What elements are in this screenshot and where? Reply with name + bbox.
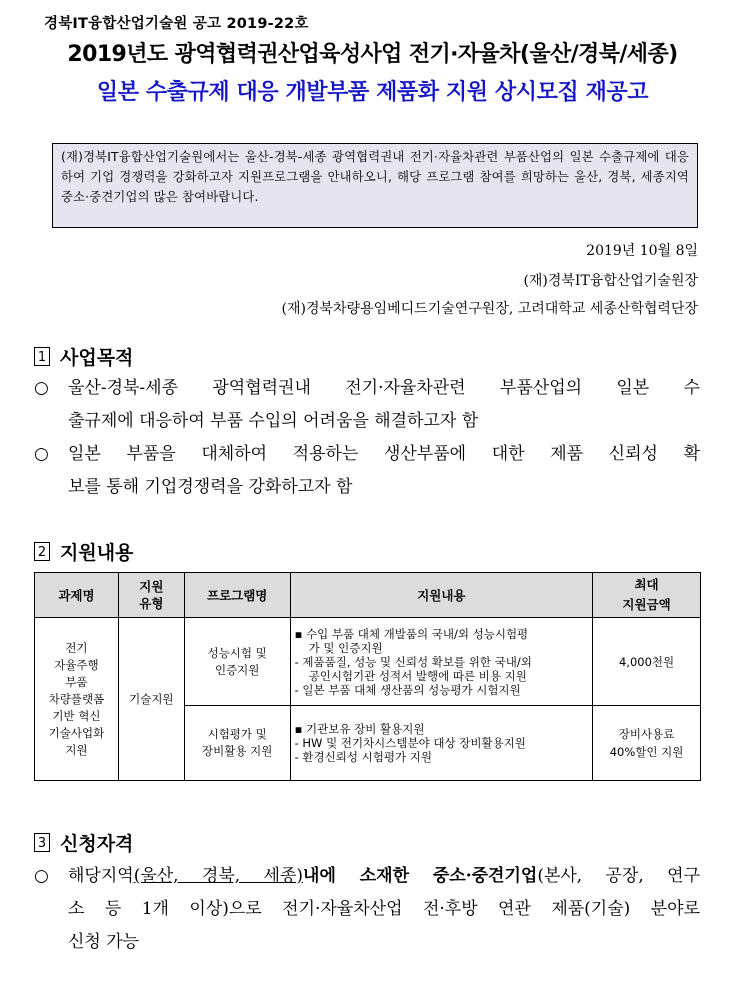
issuer-primary: (재)경북IT융합산업기술원장 xyxy=(523,273,698,289)
detail-line: - HW 및 전기차시스템분야 대상 장비활용지원 xyxy=(294,736,526,750)
detail-line: 공인시험기관 성적서 발행에 따른 비용 지원 xyxy=(308,668,527,683)
notice-date: 2019년 10월 8일 xyxy=(586,243,698,259)
details-cell xyxy=(290,706,592,781)
bullet-line: 보를 통해 기업경쟁력을 강화하고자 함 xyxy=(68,477,353,497)
detail-line: ▪ 수입 부품 대체 개발품의 국내/외 성능시험평 xyxy=(294,626,529,641)
table-header-row xyxy=(35,573,701,618)
notice-number: 경북IT융합산업기술원 공고 2019-22호 xyxy=(44,16,309,32)
detail-line: - 환경신뢰성 시험평가 지원 xyxy=(294,750,432,764)
header-support-details: 지원내용 xyxy=(290,573,592,618)
detail-line: 가 및 인증지원 xyxy=(308,640,383,655)
intro-text: (재)경북IT융합산업기술원에서는 울산-경북-세종 광역협력권내 전기·자율차관련 부품산업의 일본 수출규제에 대응하여 기업 경쟁력을 강화하고자 지원프로그램을 안내하오니, 해당 프로그램 참여를 희망하는 울산, 경북, 세종지역 중소·중견기업의 많은 참여바랍니다. xyxy=(61,150,689,204)
detail-line: ▪ 기관보유 장비 활용지원 xyxy=(294,722,425,736)
table-row xyxy=(35,618,701,706)
header-task-name: 과제명 xyxy=(35,573,119,618)
section-title: 지원내용 xyxy=(60,542,134,564)
section-number: 1 xyxy=(34,347,50,366)
intro-box xyxy=(52,143,698,228)
bullet-mark: ○ xyxy=(34,866,49,886)
page-subtitle: 일본 수출규제 대응 개발부품 제품화 지원 상시모집 재공고 xyxy=(96,80,649,105)
amount-cell: 4,000천원 xyxy=(593,618,701,706)
support-type-cell: 기술지원 xyxy=(118,618,184,781)
program-name-cell: 시험평가 및 장비활용 지원 xyxy=(184,706,290,781)
bullet-line: 울산-경북-세종 광역협력권내 전기·자율차관련 부품산업의 일본 수 xyxy=(68,378,700,398)
eligibility-region: (울산, 경북, 세종) xyxy=(133,866,304,886)
section-heading-eligibility xyxy=(34,829,133,856)
bullet-line: 출규제에 대응하여 부품 수입의 어려움을 해결하고자 함 xyxy=(68,411,479,431)
support-table xyxy=(34,572,701,781)
task-name-cell: 전기 자율주행 부품 차량플랫폼 기반 혁신 기술사업화 지원 xyxy=(35,618,119,781)
program-name-cell: 성능시험 및 인증지원 xyxy=(184,618,290,706)
bullet-line xyxy=(68,860,700,893)
section-title: 신청자격 xyxy=(60,833,134,855)
detail-line: - 일본 부품 대체 생산품의 성능평가 시험지원 xyxy=(294,682,521,697)
eligibility-pre: 해당지역 xyxy=(68,866,134,886)
bullet-line: 소 등 1개 이상)으로 전기·자율차산업 전·후방 연관 제품(기술) 분야로 xyxy=(68,899,700,919)
issuer-secondary: (재)경북차량용임베디드기술연구원장, 고려대학교 세종산학협력단장 xyxy=(281,301,698,317)
section-number: 3 xyxy=(34,833,50,852)
bullet-line: 일본 부품을 대체하여 적용하는 생산부품에 대한 제품 신뢰성 확 xyxy=(68,444,700,464)
section-number: 2 xyxy=(34,542,50,561)
detail-line: - 제품품질, 성능 및 신뢰성 확보를 위한 국내/외 xyxy=(294,654,532,669)
bullet-mark: ○ xyxy=(34,378,49,398)
purpose-bullet-2 xyxy=(34,438,700,504)
eligibility-bullet xyxy=(34,860,700,959)
purpose-bullet-1 xyxy=(34,372,700,438)
header-program-name: 프로그램명 xyxy=(184,573,290,618)
header-support-type: 지원 유형 xyxy=(118,573,184,618)
page-title: 2019년도 광역협력권산업육성사업 전기·자율차(울산/경북/세종) xyxy=(67,42,678,67)
details-cell xyxy=(290,618,592,706)
bullet-line: 신청 가능 xyxy=(68,932,140,952)
eligibility-rest: (본사, 공장, 연구 xyxy=(537,866,700,886)
eligibility-company-type: 내에 소재한 중소·중견기업 xyxy=(303,866,538,886)
section-title: 사업목적 xyxy=(60,347,134,369)
amount-cell: 장비사용료 40%할인 지원 xyxy=(593,706,701,781)
bullet-mark: ○ xyxy=(34,444,49,464)
section-heading-support xyxy=(34,538,133,565)
section-heading-purpose xyxy=(34,343,133,370)
header-max-amount: 최대 지원금액 xyxy=(593,573,701,618)
